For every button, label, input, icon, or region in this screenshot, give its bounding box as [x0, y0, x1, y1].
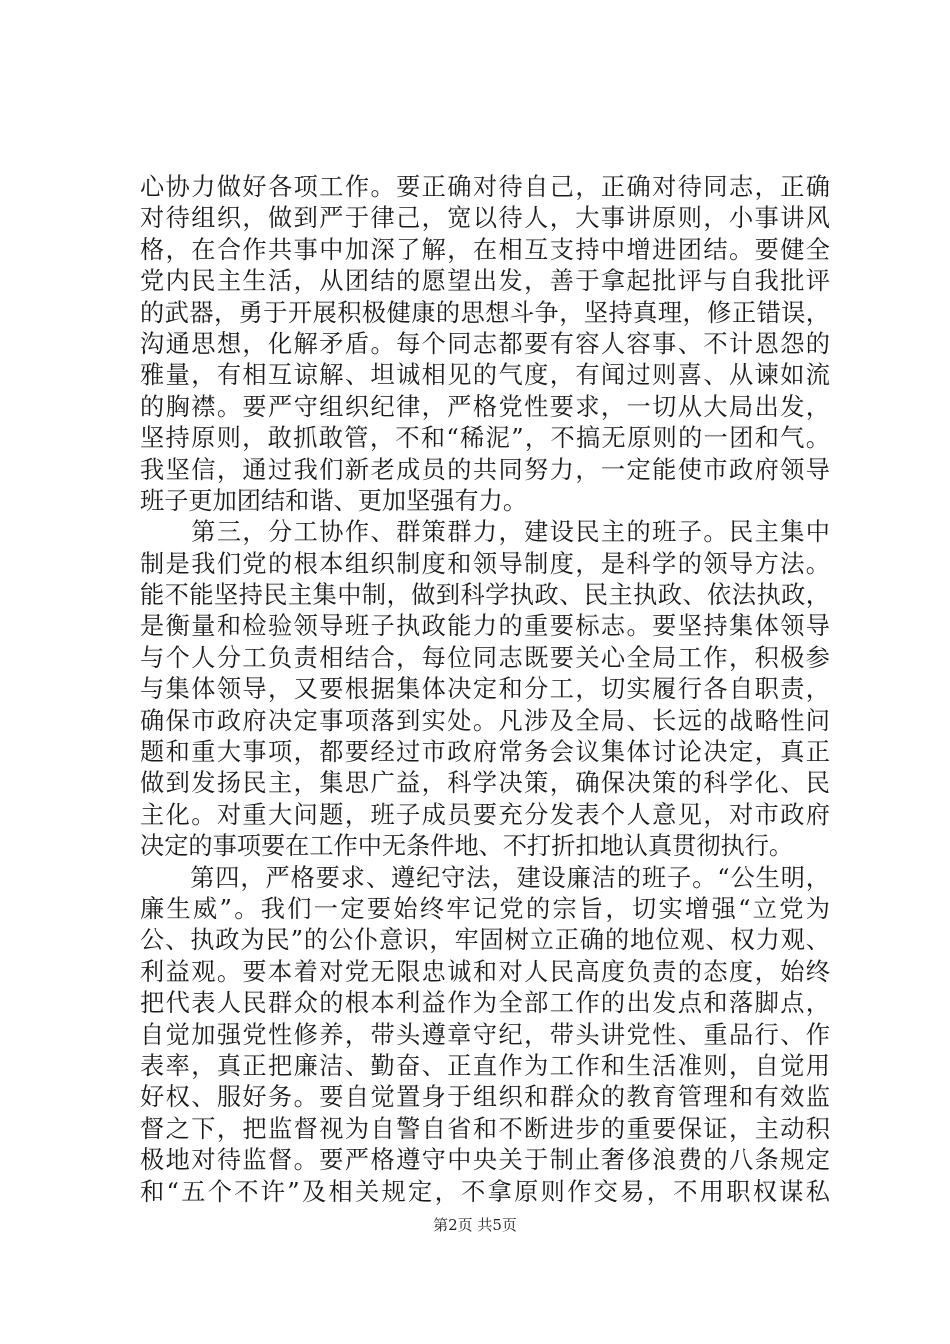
text-line: 廉生威”。我们一定要始终牢记党的宗旨，切实增强“立党为 [140, 894, 830, 923]
text-line: 党内民主生活，从团结的愿望出发，善于拿起批评与自我批评 [140, 267, 830, 296]
text-line: 确保市政府决定事项落到实处。凡涉及全局、长远的战略性问 [140, 706, 830, 735]
text-line: 利益观。要本着对党无限忠诚和对人民高度负责的态度，始终 [140, 957, 830, 986]
text-line: 能不能坚持民主集中制，做到科学执政、民主执政、依法执政， [140, 581, 830, 610]
text-line: 决定的事项要在工作中无条件地、不打折扣地认真贯彻执行。 [140, 832, 794, 861]
page-footer: 第2页 共5页 [433, 1216, 517, 1234]
text-line: 班子更加团结和谐、更加坚强有力。 [140, 486, 528, 515]
text-line: 主化。对重大问题，班子成员要充分发表个人意见，对市政府 [140, 800, 830, 829]
text-line: 心协力做好各项工作。要正确对待自己，正确对待同志，正确 [140, 173, 830, 201]
text-line: 格，在合作共事中加深了解，在相互支持中增进团结。要健全 [140, 235, 830, 264]
text-line: 督之下，把监督视为自警自省和不断进步的重要保证，主动积 [140, 1114, 830, 1143]
text-line: 公、执政为民”的公仆意识，牢固树立正确的地位观、权力观、 [140, 926, 830, 955]
text-line: 坚持原则，敢抓敢管，不和“稀泥”，不搞无原则的一团和气。 [140, 424, 830, 453]
text-line: 雅量，有相互谅解、坦诚相见的气度，有闻过则喜、从谏如流 [140, 361, 830, 390]
text-line: 做到发扬民主，集思广益，科学决策，确保决策的科学化、民 [140, 769, 830, 798]
text-line: 沟通思想，化解矛盾。每个同志都要有容人容事、不计恩怨的 [140, 329, 830, 358]
text-line: 第四，严格要求、遵纪守法，建设廉洁的班子。“公生明， [140, 863, 830, 892]
body-text [140, 172, 830, 1208]
text-line: 我坚信，通过我们新老成员的共同努力，一定能使市政府领导 [140, 455, 830, 484]
text-line: 的胸襟。要严守组织纪律，严格党性要求，一切从大局出发， [140, 392, 830, 421]
text-line: 的武器，勇于开展积极健康的思想斗争，坚持真理，修正错误， [140, 298, 830, 327]
text-line: 题和重大事项，都要经过市政府常务会议集体讨论决定，真正 [140, 738, 830, 767]
text-line: 与集体领导，又要根据集体决定和分工，切实履行各自职责， [140, 675, 830, 704]
text-line: 表率，真正把廉洁、勤奋、正直作为工作和生活准则，自觉用 [140, 1051, 830, 1080]
text-line: 极地对待监督。要严格遵守中央关于制止奢侈浪费的八条规定 [140, 1146, 830, 1175]
text-line: 把代表人民群众的根本利益作为全部工作的出发点和落脚点， [140, 989, 830, 1018]
text-line: 与个人分工负责相结合，每位同志既要关心全局工作，积极参 [140, 643, 830, 672]
text-line: 自觉加强党性修养，带头遵章守纪，带头讲党性、重品行、作 [140, 1020, 830, 1049]
text-line: 第三，分工协作、群策群力，建设民主的班子。民主集中 [140, 518, 830, 547]
text-line: 好权、服好务。要自觉置身于组织和群众的教育管理和有效监 [140, 1083, 830, 1112]
text-line: 是衡量和检验领导班子执政能力的重要标志。要坚持集体领导 [140, 612, 830, 641]
text-line: 制是我们党的根本组织制度和领导制度，是科学的领导方法。 [140, 549, 830, 578]
text-line: 和“五个不许”及相关规定，不拿原则作交易，不用职权谋私 [140, 1177, 830, 1206]
text-line: 对待组织，做到严于律己，宽以待人，大事讲原则，小事讲风 [140, 204, 830, 233]
